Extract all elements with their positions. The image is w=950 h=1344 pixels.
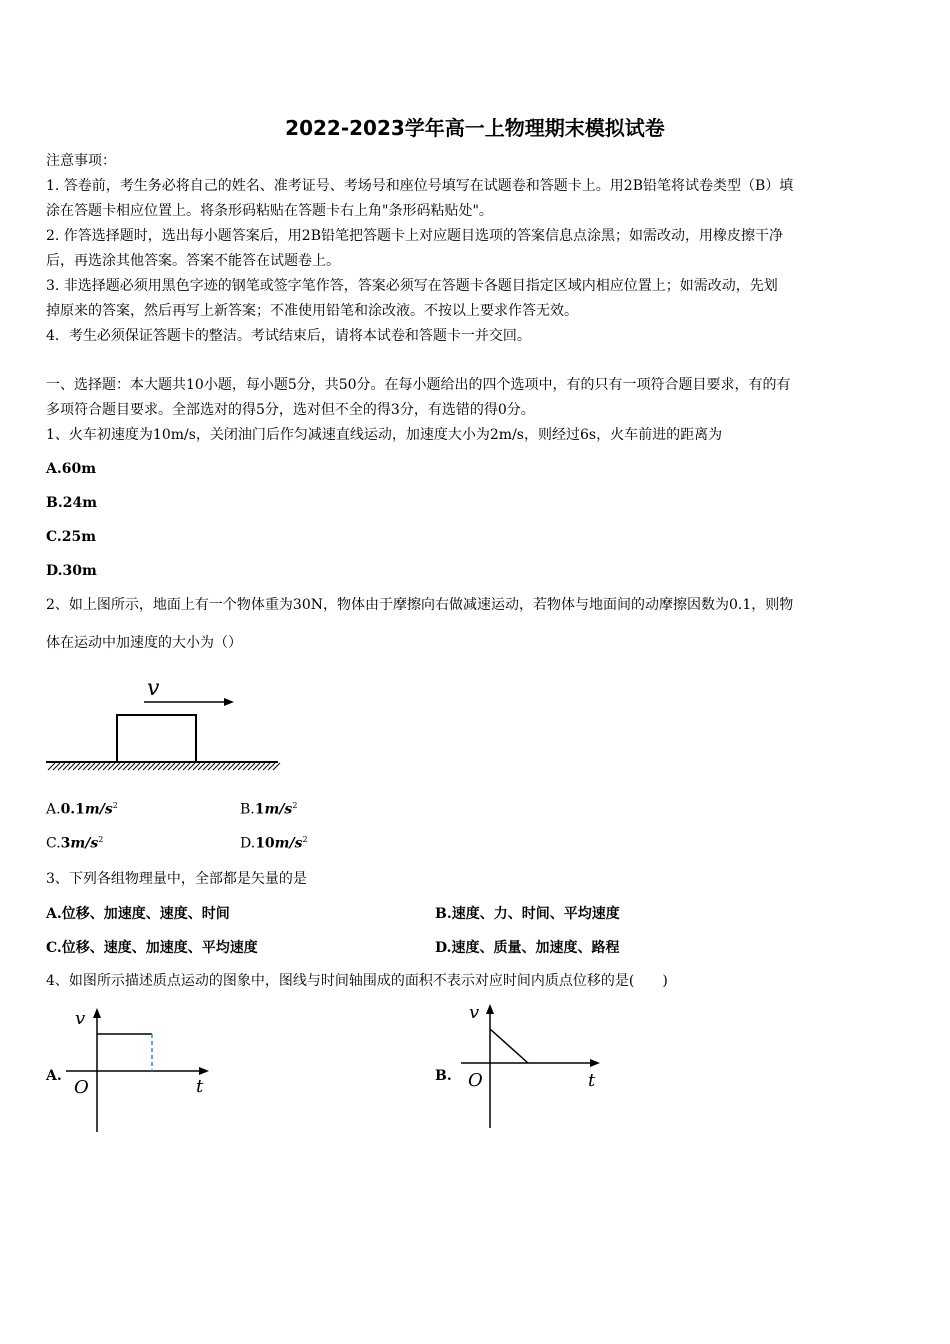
q4-graph-a (66, 1000, 226, 1140)
page-title: 2022-2023学年高一上物理期末模拟试卷 (285, 116, 665, 140)
q2-option-b (240, 801, 297, 818)
q2-option-b-value: 1 (254, 801, 265, 818)
q2-option-c-prefix: C. (46, 835, 61, 852)
q2-option-a (46, 801, 118, 818)
q2-option-d (240, 835, 308, 852)
q3-option-b: B.速度、力、时间、平均速度 (435, 906, 620, 922)
section-1-line-2: 多项符合题目要求。全部选对的得5分，选对但不全的得3分，有选错的得0分。 (46, 402, 535, 418)
q2-option-b-prefix: B. (240, 801, 255, 818)
q4a-t-label: t (196, 1076, 204, 1097)
q2-option-c-exp: 2 (98, 835, 104, 844)
q4-label-a: A. (46, 1068, 62, 1084)
q2-option-c-value: 3 (60, 835, 71, 852)
q2-option-d-unit: m/s (274, 835, 303, 852)
q2-stem-line-2: 体在运动中加速度的大小为（） (46, 635, 242, 651)
q2-option-c (46, 835, 103, 852)
q2-option-d-prefix: D. (240, 835, 256, 852)
q4a-v-label: v (75, 1008, 86, 1029)
notice-heading: 注意事项： (46, 153, 116, 169)
q2-block-figure (44, 675, 284, 775)
q4a-v-axis-arrowhead (93, 1008, 101, 1018)
q1-option-a: A.60m (46, 461, 97, 477)
q2-option-d-exp: 2 (302, 835, 308, 844)
q2-option-d-value: 10 (255, 835, 275, 852)
notice-line-1b: 涂在答题卡相应位置上。将条形码粘贴在答题卡右上角"条形码粘贴处"。 (46, 203, 493, 219)
q4b-t-label: t (588, 1070, 596, 1091)
q2-option-a-exp: 2 (112, 801, 118, 810)
notice-line-3a: 3. 非选择题必须用黑色字迹的钢笔或签字笔作答，答案必须写在答题卡各题目指定区域内相应位置上；如需改动，先划 (46, 278, 778, 294)
q2-option-b-unit: m/s (264, 801, 293, 818)
q4b-v-label: v (469, 1002, 480, 1023)
q2-ground-hatching (48, 763, 280, 770)
q1-option-b: B.24m (46, 495, 98, 511)
section-1-line-1: 一、选择题：本大题共10小题，每小题5分，共50分。在每小题给出的四个选项中，有的只有一项符合题目要求，有的有 (46, 377, 791, 393)
q4a-t-axis-arrowhead (199, 1067, 209, 1075)
q1-option-c: C.25m (46, 529, 97, 545)
notice-line-2b: 后，再选涂其他答案。答案不能答在试题卷上。 (46, 253, 340, 269)
q4-graph-b (455, 1000, 615, 1140)
notice-line-3b: 掉原来的答案，然后再写上新答案；不准使用铅笔和涂改液。不按以上要求作答无效。 (46, 303, 578, 319)
q4-label-b: B. (435, 1068, 452, 1084)
q4b-curve (490, 1029, 528, 1063)
q2-option-a-unit: m/s (84, 801, 113, 818)
q4b-t-axis-arrowhead (590, 1059, 600, 1067)
q4b-v-axis-arrowhead (486, 1004, 494, 1014)
q3-option-d: D.速度、质量、加速度、路程 (435, 940, 620, 956)
notice-line-2a: 2. 作答选择题时，选出每小题答案后，用2B铅笔把答题卡上对应题目选项的答案信息点涂黑；如需改动，用橡皮擦干净 (46, 228, 783, 244)
q1-option-d: D.30m (46, 563, 97, 579)
q2-option-a-value: 0.1 (60, 801, 85, 818)
q1-stem: 1、火车初速度为10m/s，关闭油门后作匀减速直线运动，加速度大小为2m/s，则经过6s，火车前进的距离为 (46, 427, 723, 443)
q2-stem-line-1: 2、如上图所示，地面上有一个物体重为30N，物体由于摩擦向右做减速运动，若物体与地面间的动摩擦因数为0.1，则物 (46, 597, 794, 613)
q2-block (117, 715, 196, 762)
q4-stem: 4、如图所示描述质点运动的图象中，图线与时间轴围成的面积不表示对应时间内质点位移的是( ) (46, 973, 668, 989)
notice-line-1a: 1. 答卷前，考生务必将自己的姓名、准考证号、考场号和座位号填写在试题卷和答题卡上。用2B铅笔将试卷类型（B）填 (46, 178, 794, 194)
q2-velocity-arrowhead (224, 698, 234, 706)
q2-option-a-prefix: A. (46, 801, 61, 818)
q2-velocity-label: v (147, 676, 160, 701)
q2-option-c-unit: m/s (70, 835, 99, 852)
q3-option-a: A.位移、加速度、速度、时间 (46, 906, 230, 922)
q3-stem: 3、下列各组物理量中，全部都是矢量的是 (46, 871, 307, 887)
q4a-origin-label: O (74, 1077, 89, 1098)
q3-option-c: C.位移、速度、加速度、平均速度 (46, 940, 258, 956)
notice-line-4: 4．考生必须保证答题卡的整洁。考试结束后，请将本试卷和答题卡一并交回。 (46, 328, 531, 344)
q4b-origin-label: O (468, 1070, 483, 1091)
q2-option-b-exp: 2 (292, 801, 298, 810)
